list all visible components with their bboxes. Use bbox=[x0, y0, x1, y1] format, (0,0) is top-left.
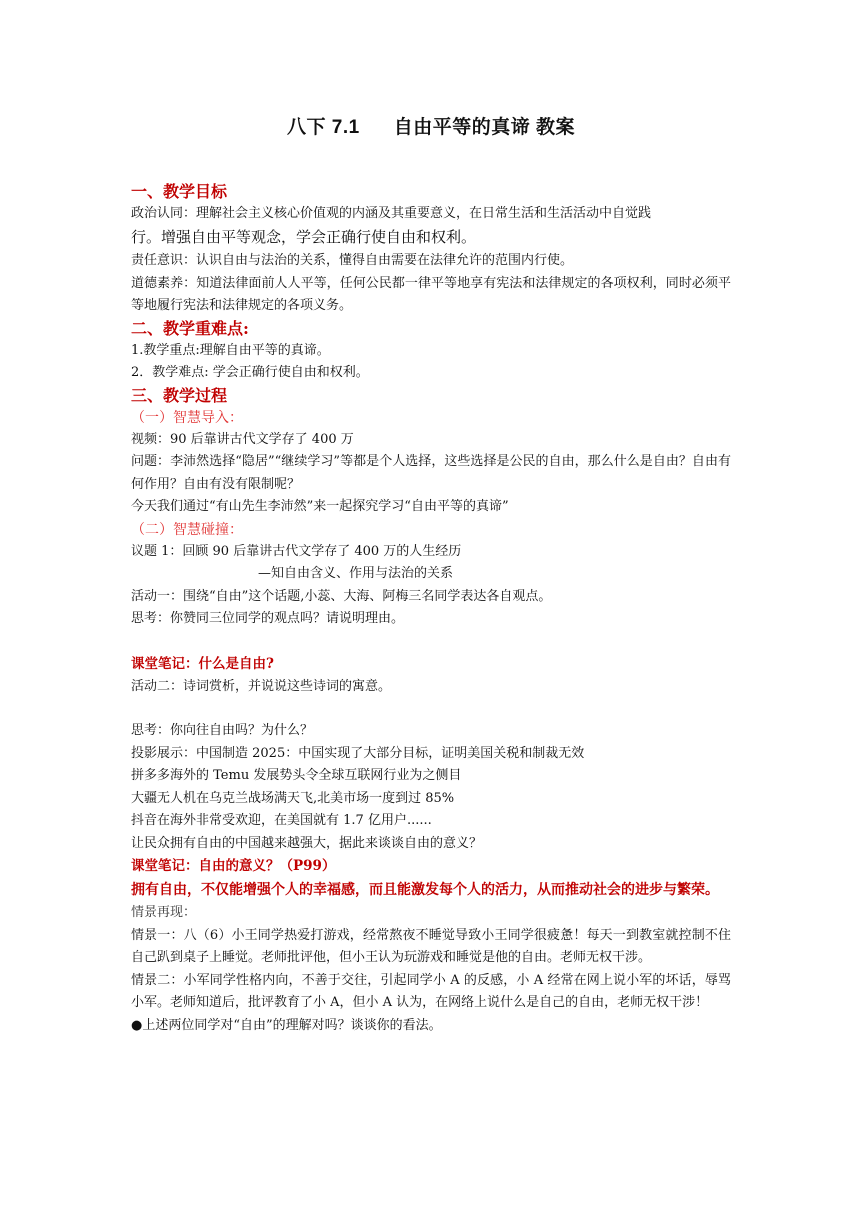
projection-line-3: 大疆无人机在乌克兰战场满天飞,北美市场一度到过 85% bbox=[131, 790, 455, 806]
class-note-2: 课堂笔记：自由的意义？（P99） bbox=[131, 858, 336, 874]
section2-heading: 二、教学重难点: bbox=[131, 318, 249, 338]
topic1-subline: —知自由含义、作用与法治的关系 bbox=[258, 566, 454, 581]
today-line: 今天我们通过“有山先生李沛然”来一起探究学习“自由平等的真谛” bbox=[131, 499, 509, 514]
difficult-point: 2．教学难点: 学会正确行使自由和权利。 bbox=[131, 365, 369, 380]
title-part1: 八下 7.1 bbox=[287, 117, 360, 138]
scene-label: 情景再现： bbox=[131, 905, 197, 920]
document-page bbox=[131, 112, 731, 1037]
activity2-line: 活动二：诗词赏析，并说说这些诗词的寓意。 bbox=[131, 678, 392, 694]
goal-morality: 道德素养：知道法律面前人人平等，任何公民都一律平等地享有宪法和法律规定的各项权利，同时必须平等地履行宪法和法律规定的各项义务。 bbox=[131, 275, 731, 313]
freedom-meaning-answer: 拥有自由，不仅能增强个人的幸福感，而且能激发每个人的活力，从而推动社会的进步与繁荣。 bbox=[131, 882, 719, 898]
video-line: 视频：90 后靠讲古代文学存了 400 万 bbox=[131, 431, 354, 447]
projection-line-4: 抖音在海外非常受欢迎，在美国就有 1.7 亿用户...... bbox=[131, 813, 432, 828]
subsection-collision: （二）智慧碰撞： bbox=[131, 521, 243, 538]
scene-2: 情景二：小军同学性格内向，不善于交往，引起同学小 A 的反感，小 A 经常在网上说小军的坏话，辱骂小军。老师知道后，批评教育了小 A，但小 A 认为，在网络上说什么是自己的自由，老师无权干涉！ bbox=[131, 972, 731, 1010]
document-title bbox=[131, 112, 731, 139]
projection-line-5: 让民众拥有自由的中国越来越强大，据此来谈谈自由的意义？ bbox=[131, 835, 483, 851]
title-part2: 自由平等的真谛 教案 bbox=[393, 117, 575, 138]
section1-heading: 一、教学目标 bbox=[131, 182, 228, 201]
think2-line: 思考：你向往自由吗？为什么？ bbox=[131, 723, 314, 738]
think1-line: 思考：你赞同三位同学的观点吗？请说明理由。 bbox=[131, 611, 405, 626]
projection-line-1: 投影展示：中国制造 2025：中国实现了大部分目标，证明美国关税和制裁无效 bbox=[131, 745, 585, 761]
scene-1: 情景一：八（6）小王同学热爱打游戏，经常熬夜不睡觉导致小王同学很疲惫！每天一到教室就控制不住自己趴到桌子上睡觉。老师批评他，但小王认为玩游戏和睡觉是他的自由。老师无权干涉。 bbox=[131, 927, 731, 965]
key-point: 1.教学重点:理解自由平等的真谛。 bbox=[131, 342, 330, 358]
section3-heading: 三、教学过程 bbox=[131, 385, 228, 405]
activity1-line: 活动一：围绕“自由”这个话题,小蕊、大海、阿梅三名同学表达各自观点。 bbox=[131, 588, 552, 604]
projection-line-2: 拼多多海外的 Temu 发展势头令全球互联网行业为之侧目 bbox=[131, 768, 462, 783]
subsection-intro: （一）智慧导入： bbox=[131, 409, 243, 426]
question-line: 问题：李沛然选择“隐居”“继续学习”等都是个人选择，这些选择是公民的自由，那么什么是自由？自由有何作用？自由有没有限制呢？ bbox=[131, 454, 731, 492]
final-question: ●上述两位同学对“自由”的理解对吗？谈谈你的看法。 bbox=[131, 1017, 442, 1033]
goal-responsibility: 责任意识：认识自由与法治的关系，懂得自由需要在法律允许的范围内行使。 bbox=[131, 253, 574, 268]
topic1-line: 议题 1：回顾 90 后靠讲古代文学存了 400 万的人生经历 bbox=[131, 543, 462, 559]
goal-political: 政治认同：理解社会主义核心价值观的内涵及其重要意义，在日常生活和生活活动中自觉践 行。增强自由平等观念，学会正确行使自由和权利。 bbox=[131, 206, 652, 246]
class-note-1: 课堂笔记：什么是自由? bbox=[131, 655, 274, 672]
